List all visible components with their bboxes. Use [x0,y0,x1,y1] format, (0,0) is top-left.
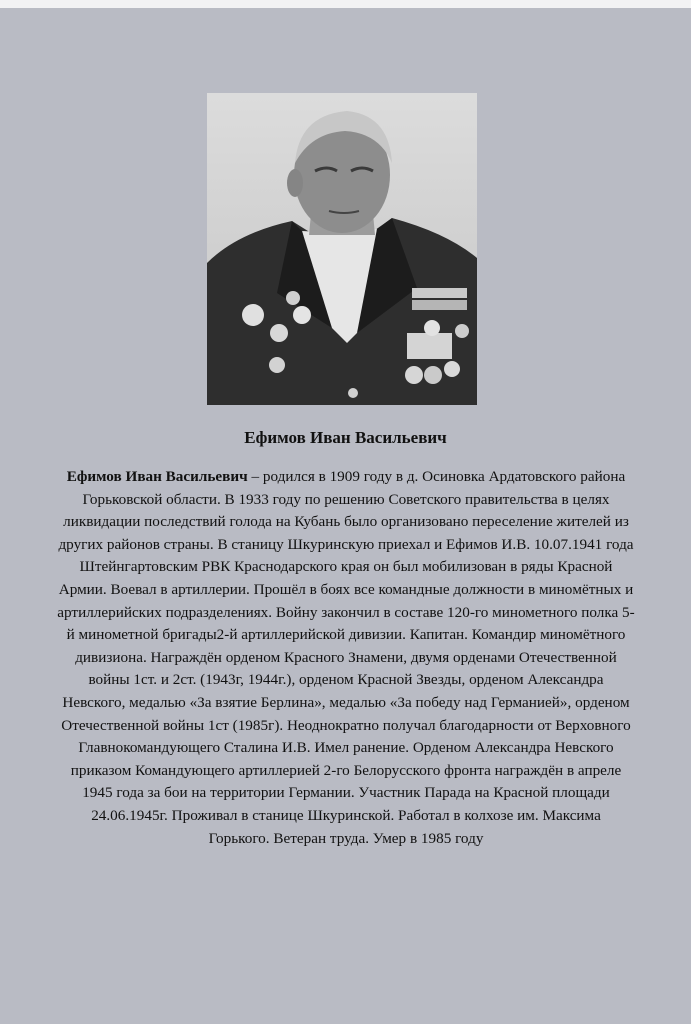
bio-line: Главнокомандующего Сталина И.В. Имел ранение. Орденом Александра Невского [78,739,614,757]
bio-line: войны 1ст. и 2ст. (1943г, 1944г.), орденом Красной Звезды, орденом Александра [88,671,604,689]
bio-line: Горького. Ветеран труда. Умер в 1985 году [208,829,484,847]
bio-line: Штейнгартовским РВК Краснодарского края он был мобилизован в ряды Красной [79,558,613,576]
bio-line: – родился в 1909 году в д. Осиновка Ардатовского района [247,468,626,485]
bio-line: других районов страны. В станицу Шкуринскую приехал и Ефимов И.В. 10.07.1941 года [58,535,634,553]
biography-text [6,466,686,850]
bio-line: й минометной бригады2-й артиллерийской дивизии. Капитан. Командир миномётного [66,626,626,644]
bio-line: дивизиона. Награждён орденом Красного Знамени, двумя орденами Отечественной [75,648,617,666]
bio-line: Невского, медалью «За взятие Берлина», медалью «За победу над Германией», орденом [62,693,630,711]
portrait-photo [207,93,477,405]
biography-name: Ефимов Иван Васильевич [66,468,248,485]
top-strip [0,0,691,8]
bio-line: Армии. Воевал в артиллерии. Прошёл в боях все командные должности в минoмётных и [58,580,634,598]
bio-line: ликвидации последствий голода на Кубань было организовано переселение жителей из [63,513,629,531]
bio-line: приказом Командующего артиллерией 2-го Белорусского фронта награждён в апреле [70,761,622,779]
bio-line: Отечественной войны 1ст (1985г). Неоднократно получал благодарности от Верховного [61,716,631,734]
bio-line: 1945 года за бои на территории Германии. Участник Парада на Красной площади [82,784,610,802]
portrait-illustration [207,93,477,405]
bio-line: 24.06.1945г. Проживал в станице Шкуринской. Работал в колхозе им. Максима [91,806,601,824]
bio-line: артиллерийских подразделениях. Войну закончил в составе 120-го минометного полка 5- [57,603,635,621]
person-name-heading: Ефимов Иван Васильевич [244,428,447,447]
bio-line: Горьковской области. В 1933 году по решению Советского правительства в целях [82,490,610,508]
